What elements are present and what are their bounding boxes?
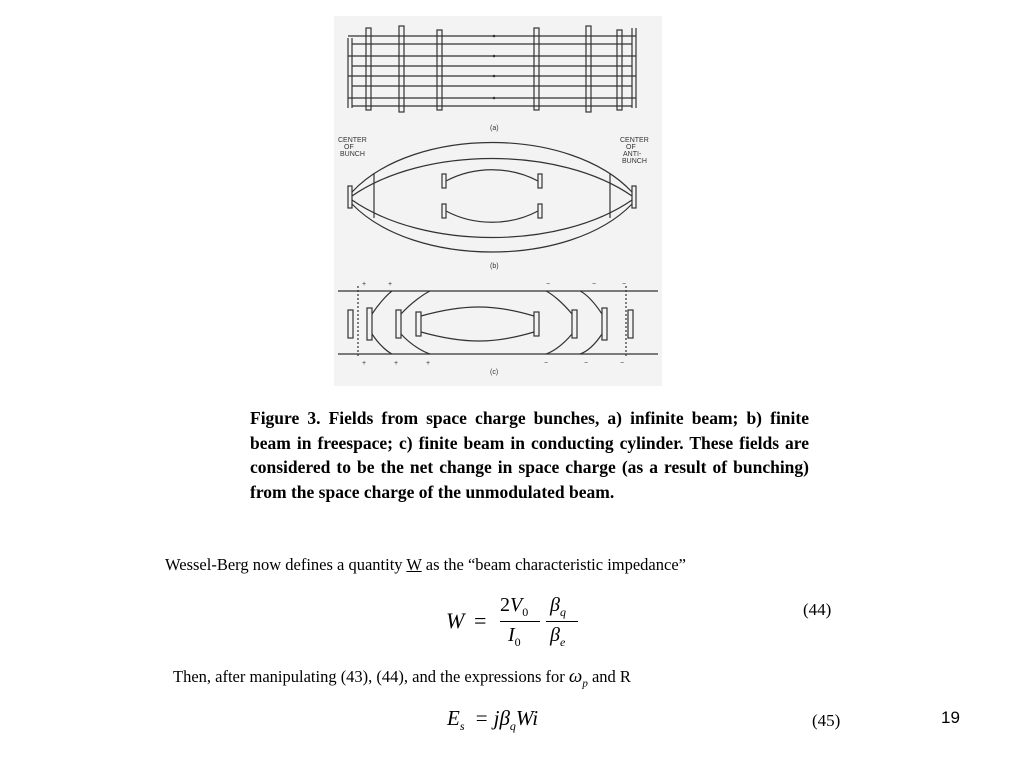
eq44-beta: β — [550, 594, 560, 616]
manipulation-text — [173, 666, 631, 689]
eq44-beta: β — [550, 624, 560, 646]
underlined-w: W — [406, 555, 422, 574]
center-of-antibunch-line-1: CENTER — [620, 137, 649, 144]
eq44-e-sub: e — [559, 635, 566, 649]
eq44-denominator — [508, 624, 521, 650]
minus-sign: − — [592, 281, 597, 288]
minus-sign: − — [544, 360, 549, 367]
label-a: (a) — [490, 125, 499, 132]
text-after: and R — [587, 667, 631, 686]
equation-45-number: (45) — [812, 711, 841, 730]
minus-sign: − — [546, 281, 551, 288]
field-diagram — [334, 16, 662, 386]
text-after: as the “beam characteristic impedance” — [421, 555, 686, 574]
omega-sub: p — [582, 677, 588, 690]
panel-c — [338, 286, 658, 358]
center-of-bunch-line-3: BUNCH — [340, 151, 365, 158]
text-before: Then, after manipulating (43), (44), and the expressions for — [173, 667, 569, 686]
eq44-i: I — [508, 624, 515, 646]
eq44-i-sub: 0 — [514, 635, 521, 649]
center-of-antibunch-line-2: OF — [626, 144, 636, 151]
eq44-q-sub: q — [559, 605, 566, 619]
eq45-equals: = — [475, 706, 488, 730]
eq45-j: j — [493, 706, 500, 730]
plus-sign: + — [388, 281, 393, 288]
center-of-antibunch-line-3: ANTI- — [623, 151, 642, 158]
panel-a — [348, 26, 636, 112]
panel-b — [348, 143, 636, 253]
eq45-beta-sub: q — [509, 719, 516, 734]
eq44-fraction-bar-1 — [500, 621, 540, 622]
text-before: Wessel-Berg now defines a quantity — [165, 555, 407, 574]
minus-sign: − — [584, 360, 589, 367]
minus-sign: − — [620, 360, 625, 367]
plus-sign: + — [426, 360, 431, 367]
equation-44-number: (44) — [803, 600, 832, 619]
eq45-e: E — [447, 706, 460, 730]
field-figure — [334, 16, 662, 386]
eq45-rest: Wi — [515, 706, 539, 730]
minus-sign: − — [622, 281, 627, 288]
omega-symbol: ω — [568, 666, 583, 687]
eq44-v: V — [510, 594, 523, 616]
center-of-antibunch-line-4: BUNCH — [622, 158, 647, 165]
figure-caption: Figure 3. Fields from space charge bunches, a) infinite beam; b) finite beam in freespace; c) finite beam in conducting cylinder. These fields are considered to be the net change in space charge (as a result of bunching) from the space charge of the unmodulated beam. — [250, 408, 809, 502]
center-of-bunch-line-1: CENTER — [338, 137, 367, 144]
equation-45 — [447, 706, 538, 734]
eq44-fraction-bar-2 — [546, 621, 578, 622]
eq44-beta-q — [550, 594, 566, 620]
plus-sign: + — [394, 360, 399, 367]
eq44-numerator — [500, 594, 528, 620]
plus-sign: + — [362, 360, 367, 367]
center-of-bunch-line-2: OF — [344, 144, 354, 151]
equation-44 — [446, 594, 586, 654]
eq44-equals: = — [474, 608, 487, 633]
eq45-e-sub: s — [459, 719, 465, 734]
eq44-beta-e — [550, 624, 565, 650]
page-number: 19 — [941, 708, 960, 727]
plus-sign: + — [362, 281, 367, 288]
eq44-coef: 2 — [500, 594, 510, 616]
label-b: (b) — [490, 263, 499, 270]
label-c: (c) — [490, 369, 499, 376]
eq44-lhs: W — [446, 608, 465, 633]
eq44-v-sub: 0 — [522, 605, 529, 619]
impedance-definition-text — [165, 555, 686, 575]
eq45-beta: β — [499, 706, 510, 730]
